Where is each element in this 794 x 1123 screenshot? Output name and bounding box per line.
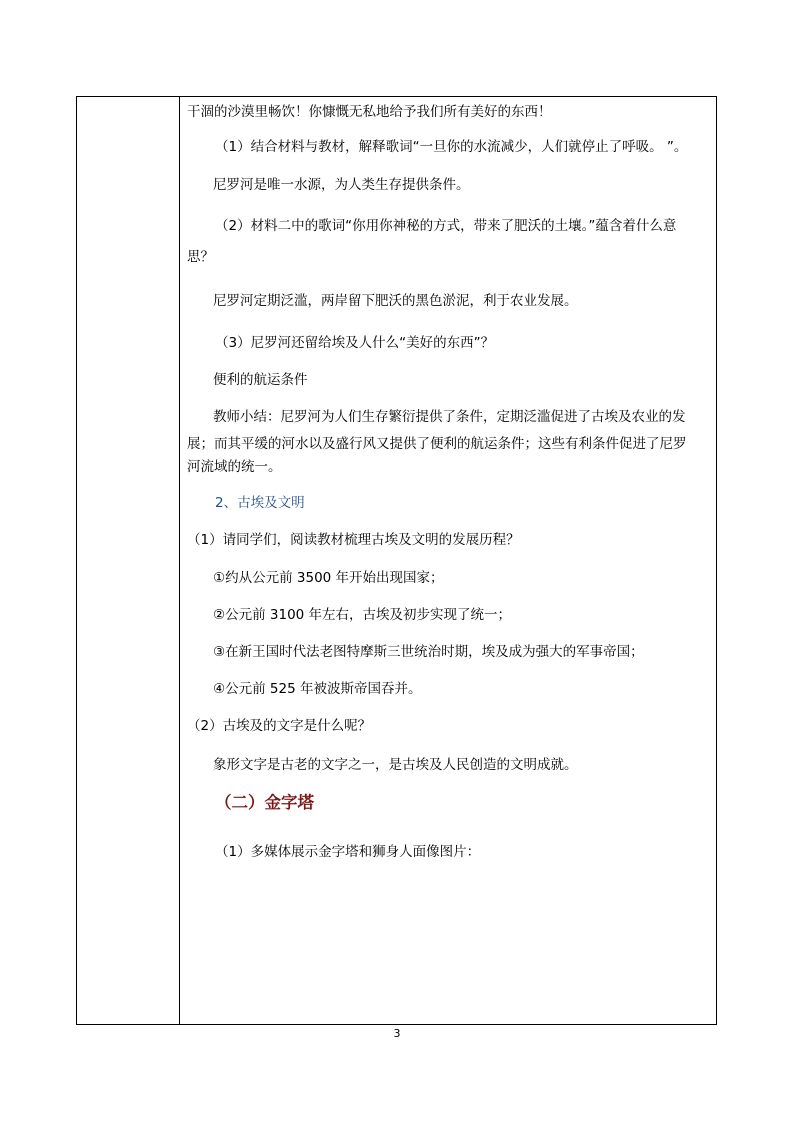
question-5: （2）古埃及的文字是什么呢？ (187, 718, 372, 734)
document-table (76, 96, 717, 1025)
answer-3: 便利的航运条件 (213, 372, 308, 388)
timeline-item-3: ③在新王国时代法老图特摩斯三世统治时期，埃及成为强大的军事帝国； (213, 644, 644, 660)
table-left-column (77, 97, 180, 1024)
teacher-summary-1: 教师小结：尼罗河为人们生存繁衍提供了条件，定期泛滥促进了古埃及农业的发 (213, 409, 686, 425)
activity-1: （1）多媒体展示金字塔和狮身人面像图片： (215, 844, 481, 860)
timeline-item-1: ①约从公元前 3500 年开始出现国家； (213, 570, 444, 586)
question-2: （2）材料二中的歌词“你用你神秘的方式，带来了肥沃的土壤。”蕴含着什么意 (215, 218, 677, 234)
section-heading-2: 2、古埃及文明 (215, 495, 305, 511)
timeline-item-2: ②公元前 3100 年左右，古埃及初步实现了统一； (213, 607, 512, 623)
question-4: （1）请同学们，阅读教材梳理古埃及文明的发展历程？ (187, 532, 520, 548)
page-number: 3 (393, 1027, 401, 1040)
teacher-summary-3: 河流域的统一。 (187, 459, 282, 475)
question-2-cont: 思？ (187, 249, 214, 265)
text-line: 干涸的沙漠里畅饮！你慷慨无私地给予我们所有美好的东西！ (187, 104, 552, 120)
answer-2: 尼罗河定期泛滥，两岸留下肥沃的黑色淤泥，利于农业发展。 (213, 293, 578, 309)
answer-5: 象形文字是古老的文字之一，是古埃及人民创造的文明成就。 (213, 757, 578, 773)
question-3: （3）尼罗河还留给埃及人什么“美好的东西”？ (215, 335, 495, 351)
timeline-item-4: ④公元前 525 年被波斯帝国吞并。 (213, 681, 422, 697)
teacher-summary-2: 展；而其平缓的河水以及盛行风又提供了便利的航运条件；这些有利条件促进了尼罗 (187, 436, 687, 452)
table-content-cell (181, 97, 716, 1024)
question-1: （1）结合材料与教材，解释歌词“一旦你的水流减少，人们就停止了呼吸。 ”。 (215, 139, 688, 155)
section-heading-pyramid: （二）金字塔 (215, 793, 314, 812)
answer-1: 尼罗河是唯一水源，为人类生存提供条件。 (213, 177, 470, 193)
